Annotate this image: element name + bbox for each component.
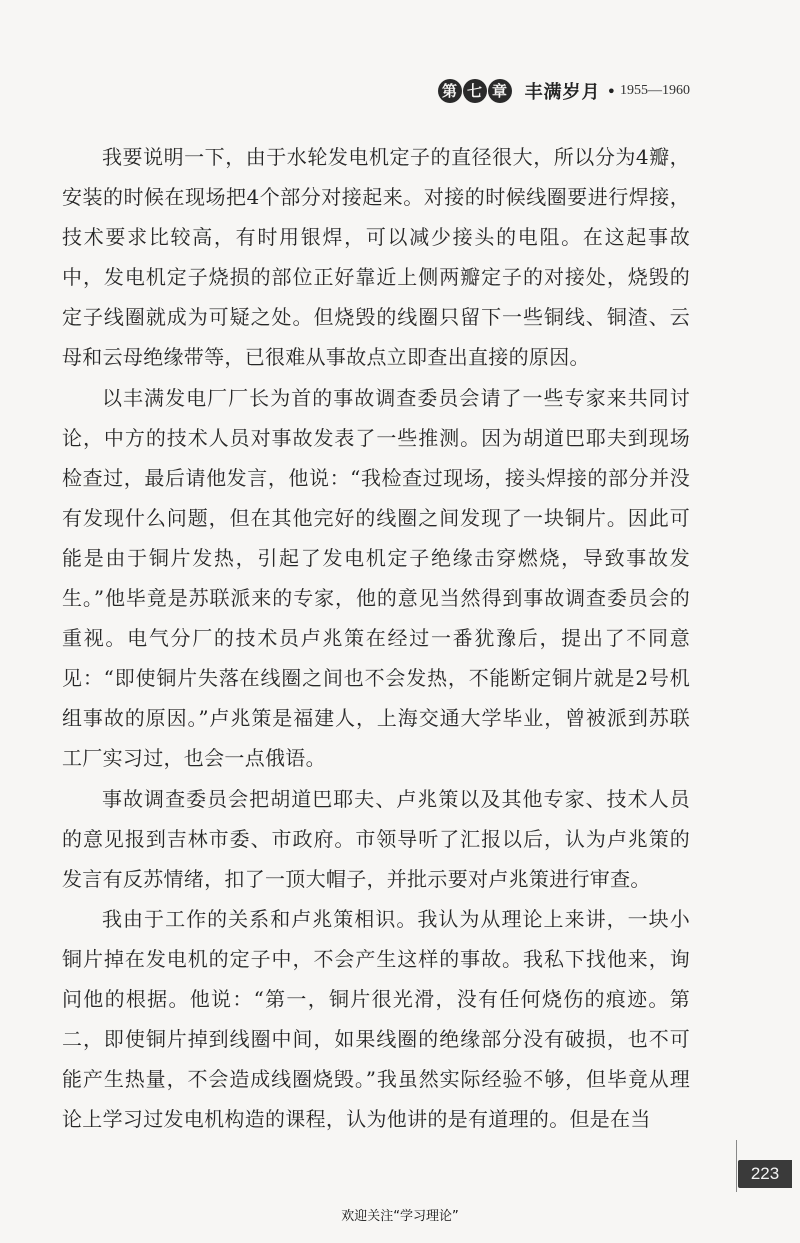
paragraph: 我由于工作的关系和卢兆策相识。我认为从理论上来讲，一块小铜片掉在发电机的定子中，不会产生这样的事故。我私下找他来，询问他的根据。他说：“第一，铜片很光滑，没有任何烧伤的痕迹。第二，即使铜片掉到线圈中间，如果线圈的绝缘部分没有破损，也不可能产生热量，不会造成线圈烧毁。”我虽然实际经验不够，但毕竟从理论上学习过发电机构造的课程，认为他讲的是有道理的。但是在当 [62, 906, 690, 1132]
header-separator: • [606, 81, 616, 101]
chapter-badge [438, 79, 513, 103]
chapter-char: 第 [438, 79, 462, 103]
chapter-title: 丰满岁月 [524, 82, 601, 103]
chapter-char: 章 [488, 79, 512, 103]
footer-note: 欢迎关注“学习理论” [341, 1209, 459, 1224]
chapter-years: 1955—1960 [620, 83, 690, 98]
chapter-char: 七 [463, 79, 487, 103]
paragraph: 我要说明一下，由于水轮发电机定子的直径很大，所以分为4瓣，安装的时候在现场把4个部分对接起来。对接的时候线圈要进行焊接，技术要求比较高，有时用银焊，可以减少接头的电阻。在这起事故中，发电机定子烧损的部位正好靠近上侧两瓣定子的对接处，烧毁的定子线圈就成为可疑之处。但烧毁的线圈只留下一些铜线、铜渣、云母和云母绝缘带等，已很难从事故点立即查出直接的原因。 [62, 145, 690, 370]
page-number: 223 [738, 1160, 792, 1188]
paragraph: 事故调查委员会把胡道巴耶夫、卢兆策以及其他专家、技术人员的意见报到吉林市委、市政府。市领导听了汇报以后，认为卢兆策的发言有反苏情绪，扣了一顶大帽子，并批示要对卢兆策进行审查。 [62, 786, 690, 891]
body-text [62, 137, 690, 1139]
paragraph: 以丰满发电厂厂长为首的事故调查委员会请了一些专家来共同讨论，中方的技术人员对事故发表了一些推测。因为胡道巴耶夫到现场检查过，最后请他发言，他说：“我检查过现场，接头焊接的部分并没有发现什么问题，但在其他完好的线圈之间发现了一块铜片。因此可能是由于铜片发热，引起了发电机定子绝缘击穿燃烧，导致事故发生。”他毕竟是苏联派来的专家，他的意见当然得到事故调查委员会的重视。电气分厂的技术员卢兆策在经过一番犹豫后，提出了不同意见：“即使铜片失落在线圈之间也不会发热，不能断定铜片就是2号机组事故的原因。”卢兆策是福建人，上海交通大学毕业，曾被派到苏联工厂实习过，也会一点俄语。 [62, 385, 690, 771]
running-header [438, 76, 690, 106]
page-edge-line [736, 1140, 737, 1192]
